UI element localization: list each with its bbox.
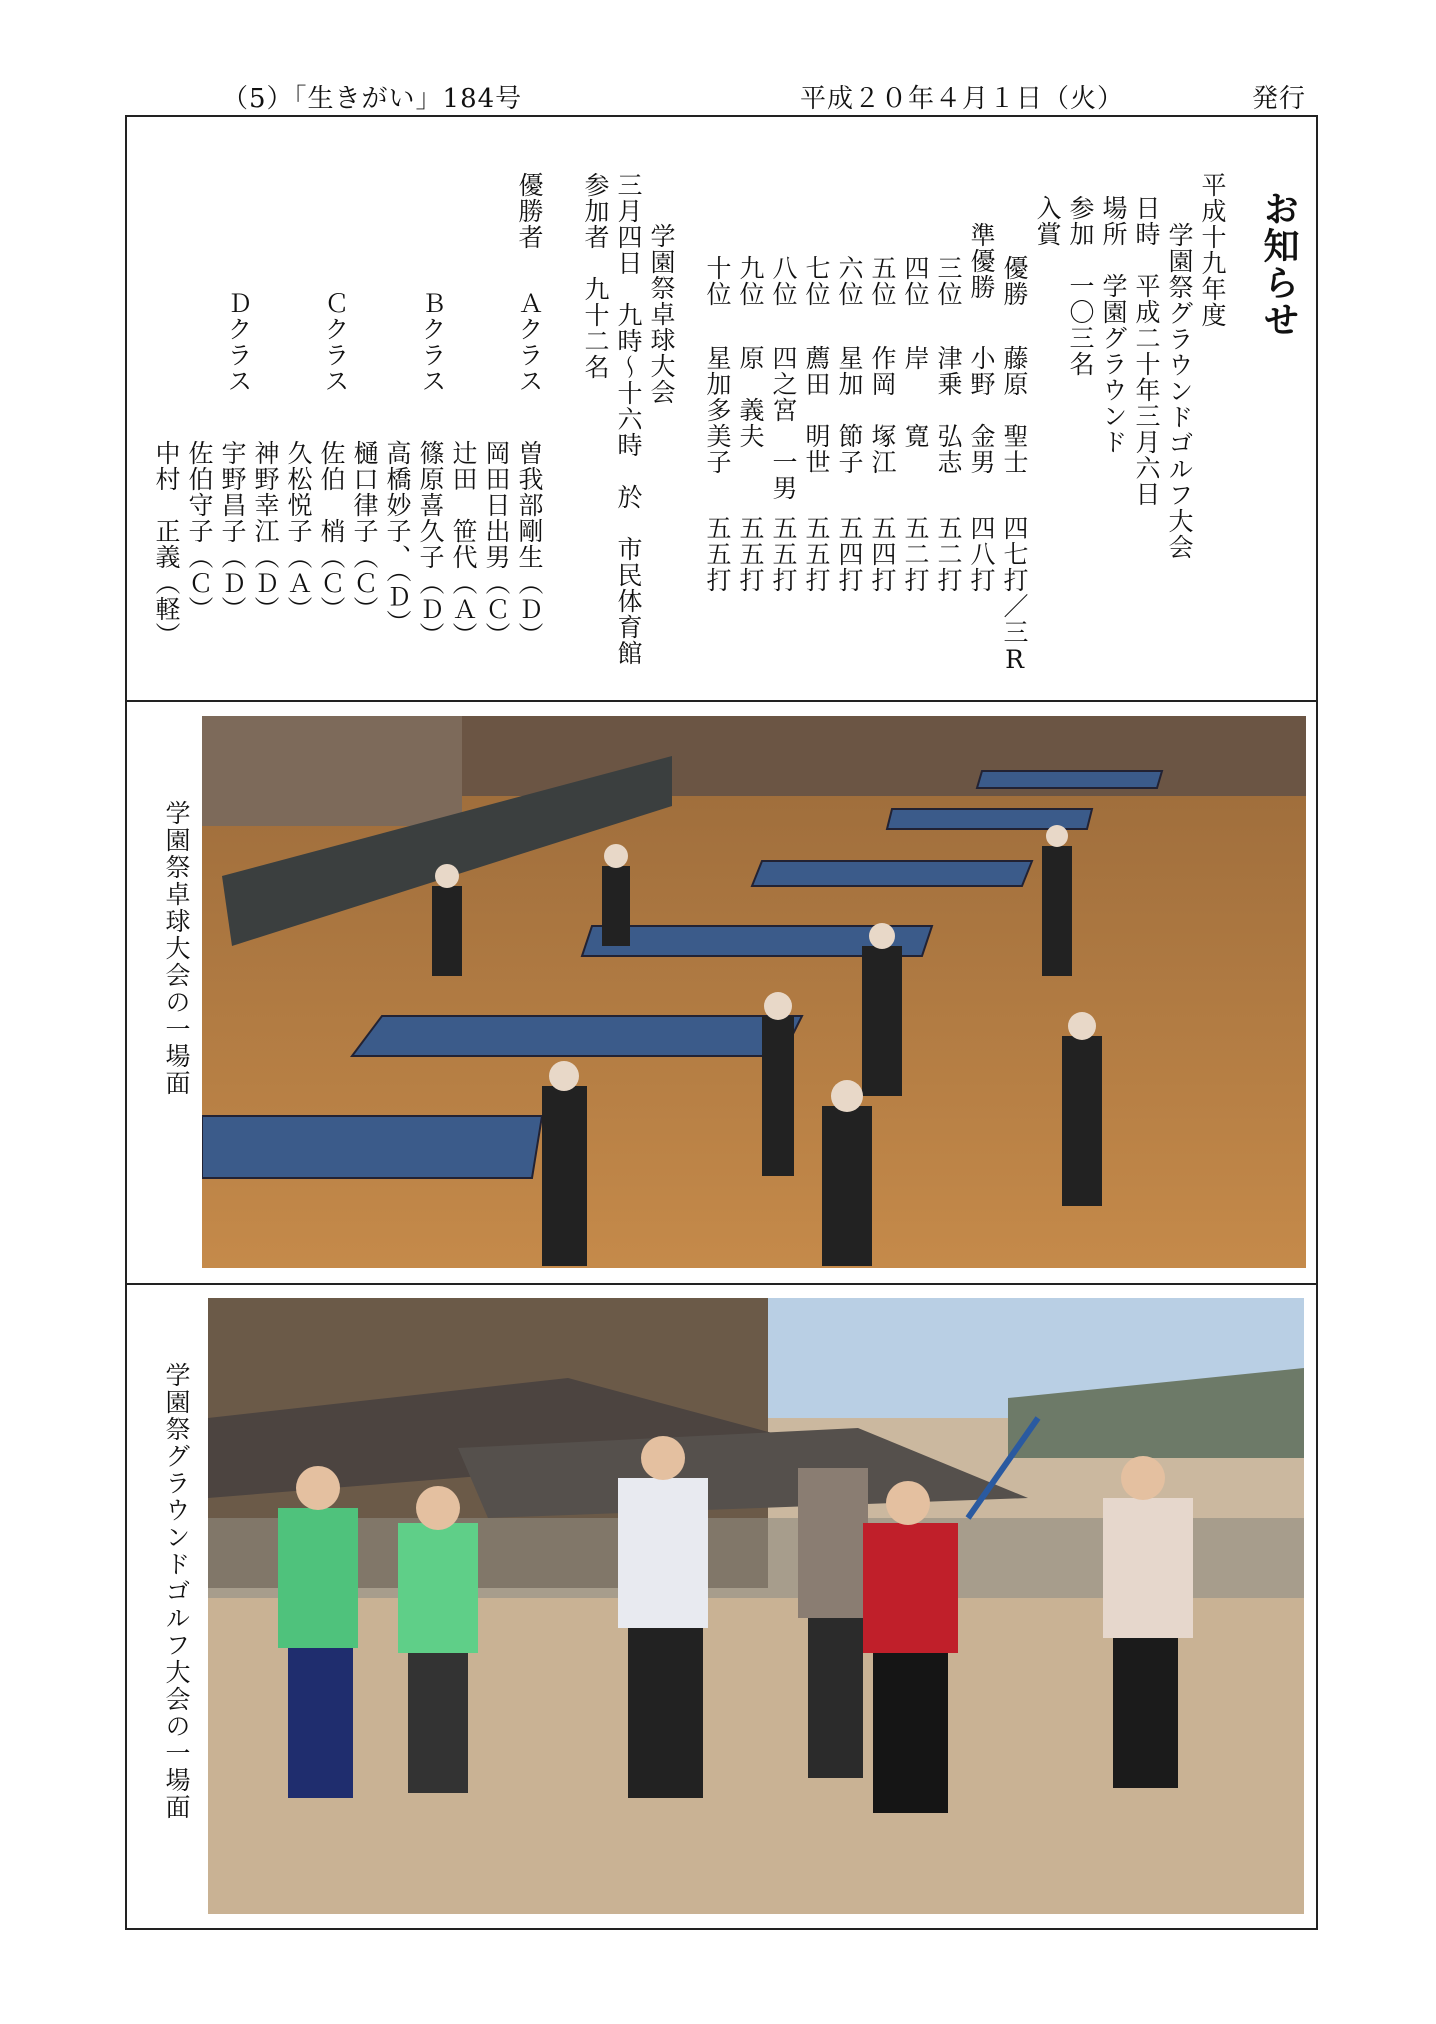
pingpong-winner-name: 曽我部剛生（Ｄ） [515,440,544,648]
pingpong-winner-name: 樋口律子（Ｃ） [350,440,379,622]
photo2-caption: 学園祭グラウンドゴルフ大会の一場面 [162,1362,191,1821]
golf-result-rank: 準優勝 [967,222,996,300]
golf-place: 場所 学園グラウンド [1099,195,1128,455]
golf-result-name: 津乗 弘志 [934,345,963,475]
pingpong-winners-label: 優勝者 [515,172,544,250]
golf-result-name: 星加 節子 [835,345,864,475]
notice-title: お知らせ [1258,190,1300,338]
pingpong-winner-name: 神野幸江（Ｄ） [251,440,280,622]
pingpong-winner-name: 岡田日出男（Ｃ） [482,440,511,648]
divider-top [125,700,1318,702]
page-header-date: 平成２０年４月１日（火） [800,84,1125,114]
golf-result-rank: 七位 [802,255,831,307]
golf-result-name: 小野 金男 [967,345,996,475]
pingpong-date: 三月四日 九時〜十六時 於 市民体育館 [614,172,643,666]
golf-result-rank: 四位 [901,255,930,307]
pingpong-participants: 参加者 九十二名 [581,172,610,380]
pingpong-winner-name: 高橋妙子、（Ｄ） [383,440,412,636]
ground-golf-photo [208,1298,1304,1914]
golf-line2: 学園祭グラウンドゴルフ大会 [1165,222,1194,560]
golf-result-name: 作岡 塚江 [868,345,897,475]
golf-result-score: 五五打 [802,515,831,593]
golf-result-score: 五五打 [736,515,765,593]
table-tennis-photo [202,716,1306,1268]
page-header-issue: （5）「生きがい」184号 [222,84,523,114]
golf-result-rank: 六位 [835,255,864,307]
golf-result-name: 四之宮 一男 [769,345,798,501]
golf-line1: 平成十九年度 [1198,172,1227,328]
golf-result-score: 五五打 [703,515,732,593]
golf-result-score: 五四打 [868,515,897,593]
golf-result-rank: 五位 [868,255,897,307]
golf-result-rank: 八位 [769,255,798,307]
pingpong-class-label: Ｄクラス [224,290,253,394]
pingpong-class-label: Ｃクラス [321,290,350,394]
golf-result-score: 四八打 [967,515,996,593]
pingpong-winner-name: 辻田 笹代（Ａ） [449,440,478,648]
pingpong-title: 学園祭卓球大会 [647,223,676,405]
golf-result-name: 藤原 聖士 [1000,345,1029,475]
golf-awards-label: 入賞 [1033,195,1062,247]
golf-participants: 参加 一〇三名 [1066,195,1095,377]
golf-result-score: 五四打 [835,515,864,593]
divider-bottom [125,1283,1318,1285]
golf-result-rank: 三位 [934,255,963,307]
pingpong-winner-name: 中村 正義（軽） [152,440,181,648]
golf-result-name: 薦田 明世 [802,345,831,475]
golf-result-rank: 十位 [703,255,732,307]
page-header-publish: 発行 [1252,84,1307,114]
golf-result-score: 五二打 [901,515,930,593]
pingpong-class-label: Ｂクラス [418,290,447,394]
golf-result-name: 原 義夫 [736,345,765,449]
pingpong-class-label: Ａクラス [515,290,544,394]
golf-result-rank: 優勝 [1000,255,1029,307]
photo1-caption: 学園祭卓球大会の一場面 [162,800,191,1097]
pingpong-winner-name: 佐伯守子（Ｃ） [185,440,214,622]
golf-result-name: 岸 寛 [901,345,930,449]
golf-result-name: 星加多美子 [703,345,732,475]
pingpong-winner-name: 久松悦子（Ａ） [284,440,313,622]
golf-result-score: 五二打 [934,515,963,593]
golf-result-rank: 九位 [736,255,765,307]
pingpong-winner-name: 佐伯 梢（Ｃ） [317,440,346,622]
pingpong-winner-name: 篠原喜久子（Ｄ） [416,440,445,648]
golf-date: 日時 平成二十年三月六日 [1132,195,1161,507]
golf-result-score: 四七打／三R [1000,515,1029,675]
pingpong-winner-name: 宇野昌子（Ｄ） [218,440,247,622]
golf-result-score: 五五打 [769,515,798,593]
